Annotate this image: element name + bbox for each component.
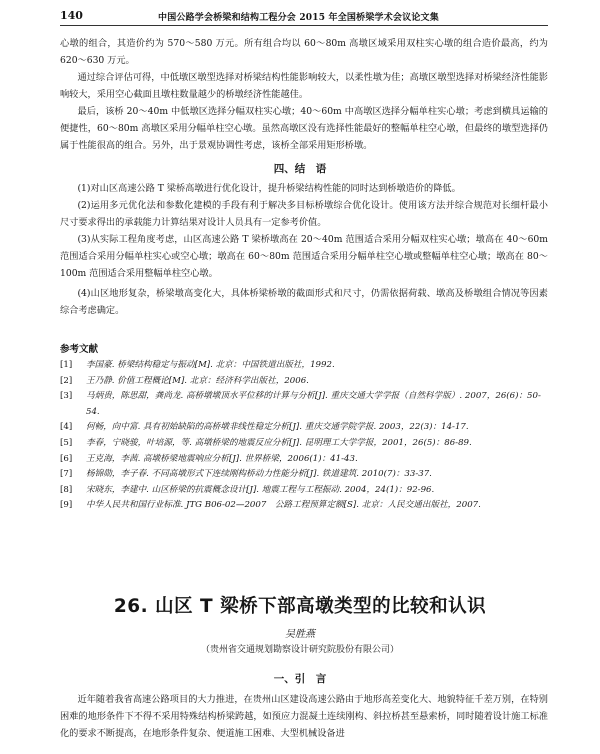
- reference-number: [3]: [60, 391, 73, 402]
- article-author: 吴胜燕: [285, 629, 315, 640]
- reference-number: [8]: [60, 484, 73, 495]
- page-number: 140: [60, 9, 83, 22]
- reference-number: [9]: [60, 500, 73, 511]
- reference-text: 杨锦勋，李子春. 不同高墩形式下连续刚构桥动力性能分析[J]. 铁道建筑. 2010(7)：33-37.: [86, 469, 432, 480]
- conclusion-item: (1)对山区高速公路 T 梁桥高墩进行优化设计，提升桥梁结构性能的同时达到桥墩造价的降低。: [77, 183, 461, 194]
- reference-number: [2]: [60, 375, 73, 386]
- reference-text: 王乃静. 价值工程概论[M]. 北京：经济科学出版社，2006.: [86, 375, 309, 386]
- body-paragraph: 心墩的组合，其造价约为 570～580 万元。所有组合均以 60～80m 高墩区域采用双柱实心墩的组合造价最高，约为 620～630 万元。: [60, 38, 548, 66]
- reference-text: 中华人民共和国行业标准. JTG B06-02—2007 公路工程预算定额[S]. 北京：人民交通出版社，2007.: [86, 500, 481, 511]
- reference-text: 马炳贵，陈思甜，龚尚龙. 高桥墩墩顶水平位移的计算与分析[J]. 重庆交通大学学报（自然科学版）. 2007，26(6)：50-54.: [86, 391, 541, 417]
- reference-text: 何畅，向中富. 具有初始缺陷的高桥墩非线性稳定分析[J]. 重庆交通学院学报. 2003，22(3)：14-17.: [86, 422, 469, 433]
- reference-number: [7]: [60, 469, 73, 480]
- header-rule: [60, 25, 548, 26]
- reference-item: [60, 389, 548, 420]
- conclusion-item: (4)山区地形复杂，桥梁墩高变化大，具体桥梁桥墩的截面形式和尺寸，仍需依据荷载、墩高及桥墩组合情况等因素综合考虑确定。: [60, 288, 548, 316]
- reference-item: [60, 436, 548, 452]
- reference-item: [60, 420, 548, 436]
- section-heading-conclusion: 四、结 语: [273, 163, 327, 175]
- reference-item: [60, 358, 548, 374]
- reference-number: [6]: [60, 453, 73, 464]
- reference-item: [60, 483, 548, 499]
- article-title: 26. 山区 T 梁桥下部高墩类型的比较和认识: [113, 596, 487, 617]
- intro-paragraph: 近年随着我省高速公路项目的大力推进，在贵州山区建设高速公路由于地形高差变化大、地貌特征千差万别，在特别困难的地形条件下不得不采用特殊结构桥梁跨越，如预应力混凝土连续刚构、斜拉桥甚至悬索桥，同时随着设计施工标准化的要求不断提高，在地形条件复杂、便道施工困难、大型机械设备进: [60, 694, 548, 739]
- reference-text: 李国豪. 桥梁结构稳定与振动[M]. 北京：中国铁道出版社，1992.: [86, 360, 335, 370]
- section-heading-introduction: 一、引 言: [273, 673, 327, 685]
- reference-number: [4]: [60, 422, 73, 433]
- reference-text: 宋晓东，李建中. 山区桥梁的抗震概念设计[J]. 地震工程与工程振动. 2004，24(1)：92-96.: [86, 484, 435, 495]
- reference-text: 王克海，李茜. 高墩桥梁地震响应分析[J]. 世界桥梁，2006(1)：41-43.: [86, 453, 358, 464]
- references-heading: 参考文献: [60, 344, 99, 355]
- reference-number: [1]: [60, 360, 73, 370]
- body-paragraph: 最后，该桥 20～40m 中低墩区选择分幅双柱实心墩；40～60m 中高墩区选择分幅单柱实心墩；考虑到横具运输的便捷性，60～80m 高墩区采用分幅单柱空心墩。虽然高墩区没有选择性能最好的整幅单柱空心墩，但最终的墩型选择仍属于性能很高的组合。另外，出于景观协调性考虑，该桥全部采用矩形桥墩。: [60, 106, 548, 151]
- reference-list: [60, 358, 548, 514]
- article-affiliation: （贵州省交通规划勘察设计研究院股份有限公司）: [200, 645, 399, 655]
- running-header: [60, 8, 548, 24]
- conclusion-item: (3)从实际工程角度考虑，山区高速公路 T 梁桥墩高在 20～40m 范围适合采用分幅双柱实心墩；墩高在 40～60m 范围适合采用分幅单柱实心或空心墩；墩高在 60～80m 范围适合采用分幅单柱空心墩或整幅单柱空心墩；墩高在 80～100m 范围适合采用整幅单柱空心墩。: [60, 234, 548, 279]
- running-title: 中国公路学会桥梁和结构工程分会 2015 年全国桥梁学术会议论文集: [158, 13, 439, 23]
- reference-text: 李春，宁晓骏，叶培源，等. 高墩桥梁的地震反应分析[J]. 昆明理工大学学报，2001，26(5)：86-89.: [86, 437, 472, 448]
- reference-item: [60, 374, 548, 390]
- conclusion-item: (2)运用多元优化法和参数化建模的手段有利于解决多目标桥墩综合优化设计。使用该方法并综合规范对长细杆最小尺寸要求得出的承载能力计算结果对设计人员具有一定参考价值。: [60, 200, 548, 228]
- reference-item: [60, 498, 548, 514]
- body-paragraph: 通过综合评估可得，中低墩区墩型选择对桥梁结构性能影响较大，以柔性墩为佳；高墩区墩型选择对桥梁经济性能影响较大，采用空心截面且墩柱数量越少的桥墩经济性能越佳。: [60, 72, 548, 100]
- reference-item: [60, 467, 548, 483]
- reference-number: [5]: [60, 437, 73, 448]
- reference-item: [60, 452, 548, 468]
